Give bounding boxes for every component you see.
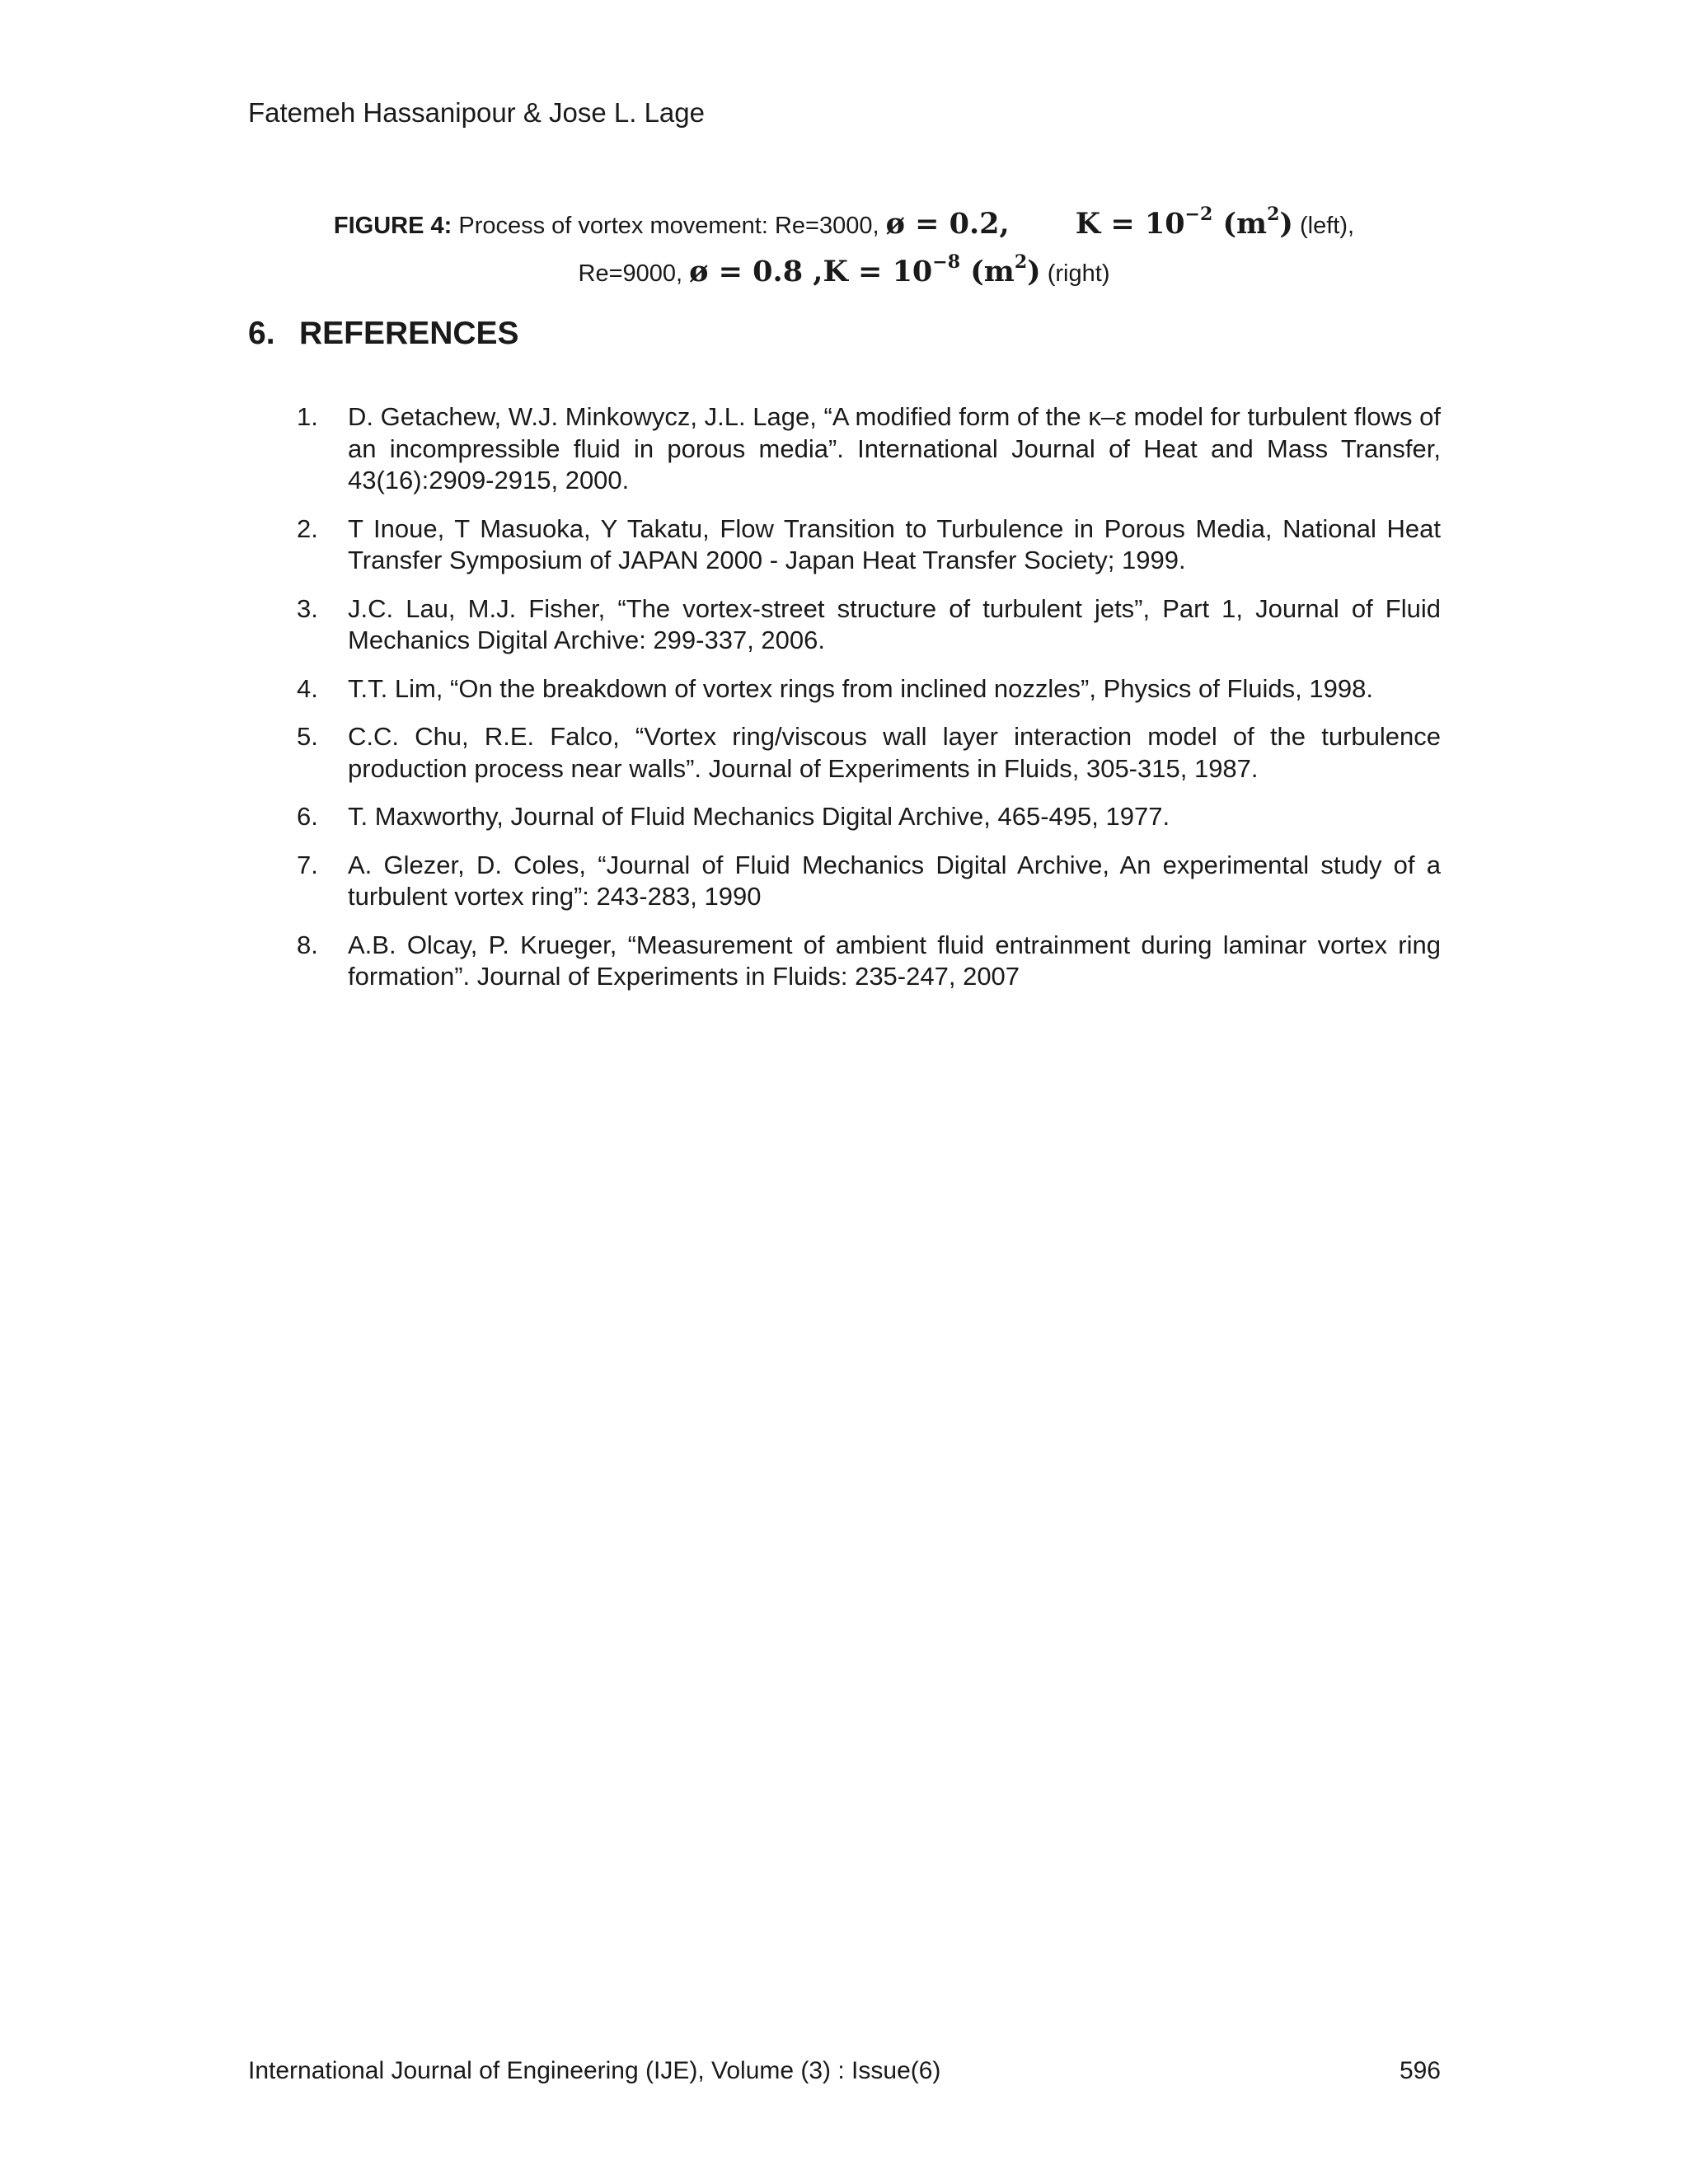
porosity-equation-left: ø = 0.2, [885,207,1010,241]
footer-journal: International Journal of Engineering (IJE), Volume (3) : Issue(6) [248,2057,941,2084]
reference-text: T. Maxworthy, Journal of Fluid Mechanics Digital Archive, 465-495, 1977. [348,802,1170,831]
reference-text: J.C. Lau, M.J. Fisher, “The vortex-street structure of turbulent jets”, Part 1, Journal of Fluid Mechanics Digital Archive: 299-337, 2006. [348,593,1441,654]
figure-caption-line-1 [247,201,1441,249]
permeability-equation-left: $K = 10^{-2}$ $(m^2)$ [1075,204,1293,241]
reference-text: D. Getachew, W.J. Minkowycz, J.L. Lage, “A modified form of the κ–ε model for turbulent flows of an incompressible fluid in porous media”. International Journal of Heat and Mass Transfer, 43(16):2909-2915, 2000. [348,402,1441,494]
permeability-equation-right: $K = 10^{-8}$ $(m^2)$ [823,251,1041,288]
reference-text: C.C. Chu, R.E. Falco, “Vortex ring/viscous wall layer interaction model of the turbulence production process near walls”. Journal of Experiments in Fluids, 305-315, 1987. [348,722,1441,783]
section-title: REFERENCES [299,316,519,351]
reference-item [297,593,1441,657]
reference-number: 6. [297,802,318,831]
reference-number: 4. [297,673,318,703]
reference-item [297,721,1441,785]
running-footer [248,2057,1441,2085]
reference-number: 2. [297,513,318,543]
reference-list [297,401,1441,1010]
reference-item [297,673,1441,705]
reference-text: T.T. Lim, “On the breakdown of vortex rings from inclined nozzles”, Physics of Fluids, 1998. [348,673,1373,703]
section-number: 6. [248,316,275,351]
page-number: 596 [1399,2057,1441,2084]
running-header-authors: Fatemeh Hassanipour & Jose L. Lage [248,97,705,128]
reference-text: A.B. Olcay, P. Krueger, “Measurement of ambient fluid entrainment during laminar vortex ring formation”. Journal of Experiments in Fluids: 235-247, 2007 [348,930,1441,991]
references-heading [248,316,519,352]
figure-caption-line-2 [247,249,1441,297]
figure-caption [247,201,1441,297]
porosity-equation-right: ø = 0.8 , [689,255,823,288]
reference-item [297,801,1441,833]
reference-number: 7. [297,850,318,879]
caption-text-right: Re=9000, [578,260,690,287]
figure-label: FIGURE 4: [333,213,452,239]
reference-item [297,850,1441,913]
caption-right-suffix: (right) [1040,260,1110,287]
reference-item [297,513,1441,577]
reference-number: 8. [297,930,318,959]
reference-number: 5. [297,722,318,751]
reference-number: 3. [297,593,318,623]
reference-item [297,401,1441,497]
reference-item [297,930,1441,993]
reference-text: A. Glezer, D. Coles, “Journal of Fluid Mechanics Digital Archive, An experimental study of a turbulent vortex ring”: 243-283, 1990 [348,850,1441,911]
caption-left-suffix: (left), [1292,213,1355,239]
caption-text: Process of vortex movement: Re=3000, [452,213,886,239]
reference-number: 1. [297,402,318,431]
reference-text: T Inoue, T Masuoka, Y Takatu, Flow Transition to Turbulence in Porous Media, National Heat Transfer Symposium of JAPAN 2000 - Japan Heat Transfer Society; 1999. [348,513,1441,574]
